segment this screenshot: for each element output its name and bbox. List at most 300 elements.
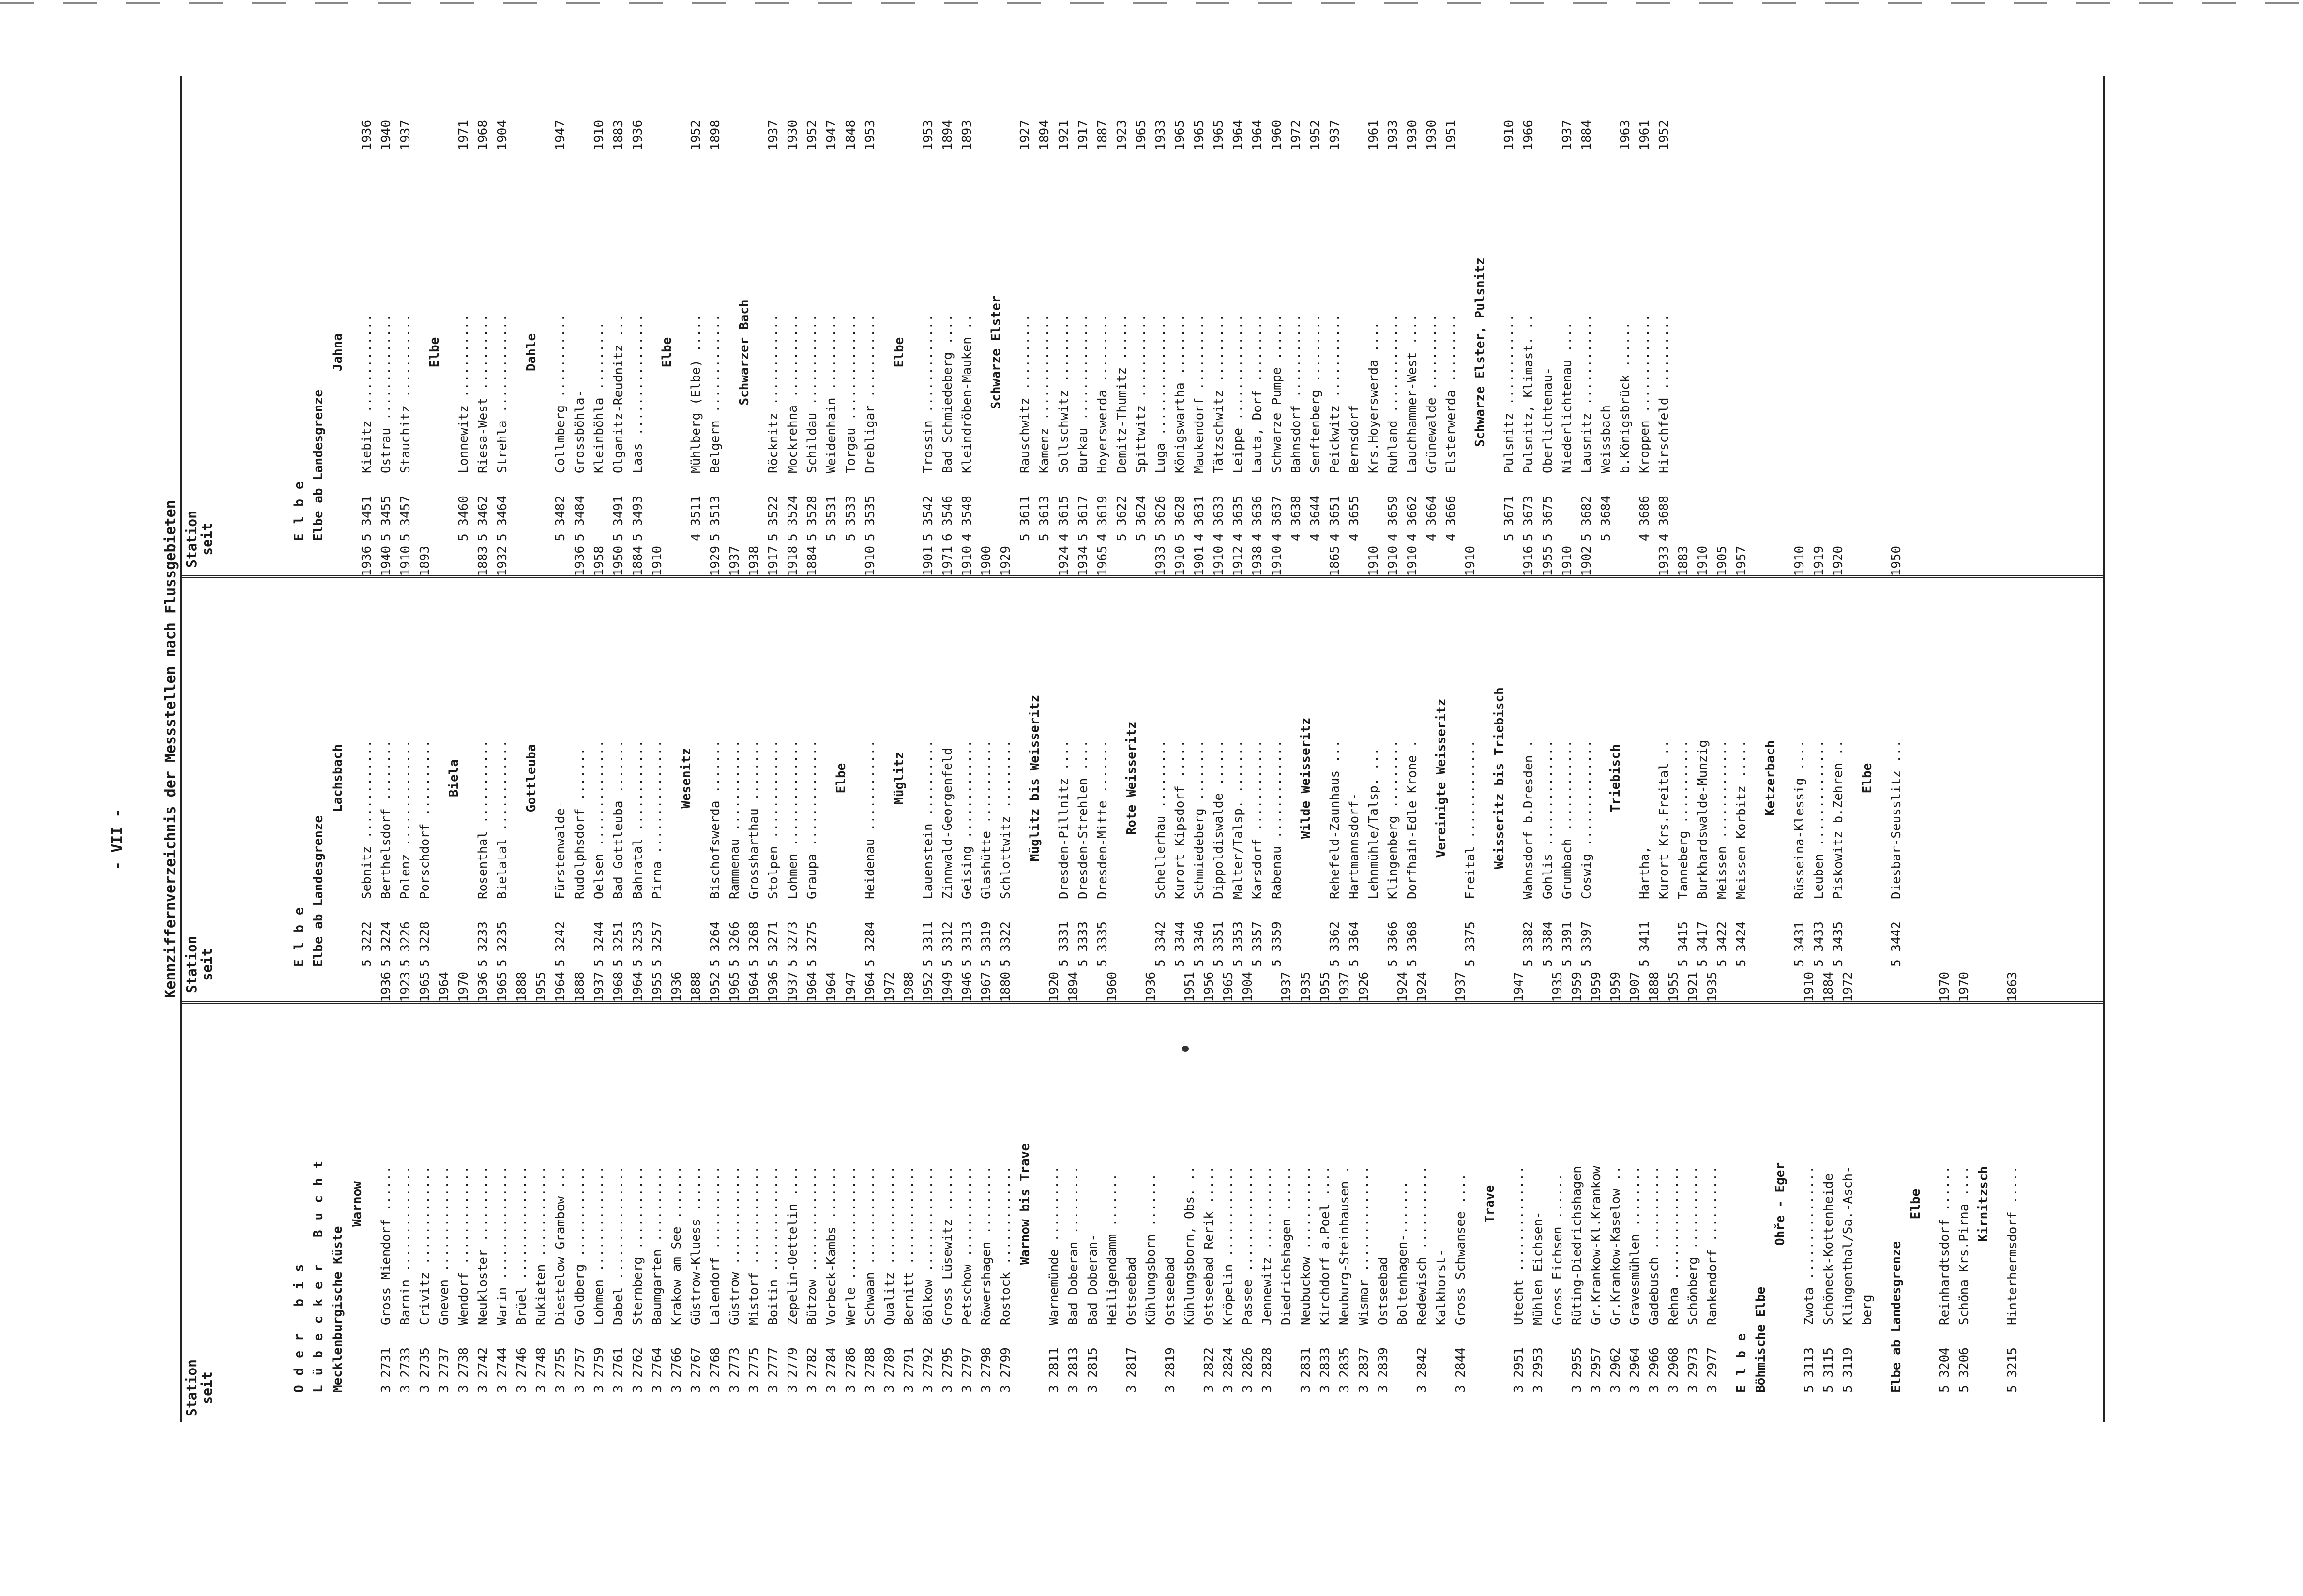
station-year: 1953 bbox=[921, 120, 936, 151]
station-year: 1952 bbox=[689, 120, 703, 151]
section-heading: Ketzerbach bbox=[1763, 740, 1778, 816]
station-row bbox=[1519, 105, 1538, 541]
spacer bbox=[1480, 531, 1490, 967]
station-number: 5 3397 bbox=[1579, 921, 1594, 967]
station-row bbox=[1500, 105, 1519, 541]
station-name: Laas ................ bbox=[631, 314, 645, 473]
station-name: Schwaan ............. bbox=[863, 1166, 878, 1325]
station-name: Lehnmühle/Talsp. ... bbox=[1366, 747, 1381, 899]
station-number: 5 3682 bbox=[1579, 496, 1594, 541]
spacer bbox=[1422, 531, 1432, 967]
station-name: Senftenberg ......... bbox=[1308, 314, 1323, 473]
station-row bbox=[590, 531, 609, 967]
station-number: 5 3375 bbox=[1463, 921, 1478, 967]
station-number: 6 3546 bbox=[940, 496, 955, 541]
station-number: 5 3266 bbox=[727, 921, 742, 967]
station-year: 1888 bbox=[573, 972, 587, 1002]
station-row bbox=[1325, 531, 1345, 967]
station-name: Zepelin-Oettelin .... bbox=[786, 1166, 800, 1325]
station-year: 1936 bbox=[631, 120, 645, 151]
station-year: 1964 bbox=[805, 972, 819, 1002]
station-number: 3 2813 bbox=[1066, 1347, 1081, 1393]
station-number: 3 2792 bbox=[921, 1347, 936, 1393]
station-number: 3 2746 bbox=[515, 1347, 529, 1393]
station-name: Ostseebad bbox=[1376, 1257, 1391, 1325]
station-year: 1960 bbox=[1270, 120, 1284, 151]
station-year: 1923 bbox=[1115, 120, 1129, 151]
station-row bbox=[628, 957, 648, 1393]
station-row bbox=[435, 957, 454, 1393]
station-name: Kröpelin ............ bbox=[1221, 1166, 1236, 1325]
station-year: 1970 bbox=[1938, 972, 1952, 1002]
spacer bbox=[1993, 957, 2003, 1393]
station-number: 4 3664 bbox=[1424, 496, 1439, 541]
station-year: 1970 bbox=[1957, 972, 1971, 1002]
station-row bbox=[977, 957, 996, 1393]
section-heading: Müglitz bbox=[892, 752, 907, 805]
spacer bbox=[648, 105, 657, 541]
station-name: Dorfhain-Edle Krone . bbox=[1405, 740, 1420, 899]
station-row bbox=[1519, 531, 1538, 967]
station-row bbox=[1345, 531, 1364, 967]
station-number: 5 3611 bbox=[1018, 496, 1032, 541]
station-row bbox=[996, 957, 1015, 1393]
station-number: 4 3655 bbox=[1347, 496, 1362, 541]
station-year: 1937 bbox=[1328, 120, 1342, 151]
station-number: 4 3686 bbox=[1637, 496, 1652, 541]
station-number: 4 3666 bbox=[1444, 496, 1458, 541]
station-row bbox=[1625, 957, 1645, 1393]
station-year: 1887 bbox=[1095, 120, 1110, 151]
station-row bbox=[706, 957, 725, 1393]
station-row bbox=[822, 105, 841, 541]
station-row bbox=[899, 957, 919, 1393]
station-row bbox=[415, 957, 435, 1393]
station-row bbox=[1093, 531, 1112, 967]
station-name: Lalendorf ........... bbox=[708, 1166, 723, 1325]
station-name: Schellerhau ......... bbox=[1153, 740, 1168, 899]
station-row bbox=[1258, 957, 1277, 1393]
station-number: 5 3435 bbox=[1831, 921, 1846, 967]
station-row bbox=[1383, 105, 1403, 541]
station-row bbox=[1228, 531, 1248, 967]
station-name: Krakow am See ....... bbox=[669, 1166, 684, 1325]
station-number: 5 3442 bbox=[1889, 921, 1904, 967]
station-row bbox=[764, 957, 783, 1393]
station-row bbox=[957, 105, 977, 541]
station-year: 1952 bbox=[708, 972, 723, 1002]
section-heading: Trave bbox=[1483, 1185, 1497, 1223]
station-year: 1960 bbox=[1105, 972, 1120, 1002]
station-year: 1972 bbox=[1841, 972, 1855, 1002]
station-year: 1959 bbox=[1570, 972, 1584, 1002]
station-number: 4 3659 bbox=[1386, 496, 1400, 541]
station-year: 1923 bbox=[398, 972, 413, 1002]
station-name: Strehla ............. bbox=[495, 314, 510, 473]
station-row bbox=[803, 531, 822, 967]
station-year: 1972 bbox=[1289, 120, 1303, 151]
station-year: 1910 bbox=[1560, 546, 1575, 576]
station-row bbox=[783, 531, 803, 967]
station-year: 1961 bbox=[1637, 120, 1652, 151]
station-row bbox=[1732, 531, 1751, 967]
station-number: 3 2789 bbox=[882, 1347, 897, 1393]
station-row bbox=[1635, 105, 1654, 541]
station-number: 4 3688 bbox=[1657, 496, 1671, 541]
station-row bbox=[1267, 531, 1287, 967]
station-year: 1965 bbox=[495, 972, 510, 1002]
station-year: 1955 bbox=[1318, 972, 1333, 1002]
station-name: Maukendorf .......... bbox=[1192, 314, 1207, 473]
station-year: 1965 bbox=[1221, 972, 1236, 1002]
station-row bbox=[1645, 957, 1664, 1393]
station-name: Riesa-West .......... bbox=[476, 314, 490, 473]
station-column-2 bbox=[289, 531, 1906, 967]
station-year: 1898 bbox=[708, 120, 723, 151]
station-year: 1964 bbox=[437, 972, 452, 1002]
station-name: Burkhardswalde-Munzig bbox=[1696, 740, 1710, 899]
station-number: 3 2824 bbox=[1221, 1347, 1236, 1393]
spacer bbox=[464, 531, 473, 967]
station-row bbox=[415, 531, 435, 967]
station-name: Weissbach bbox=[1599, 405, 1613, 473]
station-number: 3 2828 bbox=[1260, 1347, 1274, 1393]
station-name: Bützow .............. bbox=[805, 1166, 819, 1325]
station-name: Bielatal ............ bbox=[495, 740, 510, 899]
station-name: Dresden-Strehlen .... bbox=[1076, 740, 1091, 899]
spacer bbox=[1925, 957, 1935, 1393]
station-row bbox=[1693, 531, 1712, 967]
station-year: 1971 bbox=[940, 546, 955, 576]
station-row bbox=[1567, 957, 1587, 1393]
station-header: Station seit bbox=[183, 511, 215, 568]
section-heading: Elbe bbox=[427, 337, 442, 368]
station-name: Grossharthau ........ bbox=[747, 740, 761, 899]
station-row bbox=[1587, 957, 1606, 1393]
station-year: 1933 bbox=[1386, 120, 1400, 151]
station-row bbox=[1199, 957, 1219, 1393]
station-name: Bahratal ............ bbox=[631, 740, 645, 899]
spacer bbox=[880, 531, 890, 967]
station-row bbox=[1674, 531, 1693, 967]
station-year: 1965 bbox=[727, 972, 742, 1002]
station-name: Wahnsdorf b.Dresden . bbox=[1521, 740, 1536, 899]
station-name: Spittwitz ........... bbox=[1134, 314, 1149, 473]
station-row bbox=[1325, 105, 1345, 541]
station-number: 3 2798 bbox=[979, 1347, 994, 1393]
station-year: 1917 bbox=[766, 546, 781, 576]
station-number: 3 2762 bbox=[631, 1347, 645, 1393]
station-year: 1910 bbox=[1366, 546, 1381, 576]
station-number: 3 2977 bbox=[1705, 1347, 1720, 1393]
section-heading: Triebisch bbox=[1608, 744, 1623, 813]
station-number: 5 3462 bbox=[476, 496, 490, 541]
station-row bbox=[357, 105, 377, 541]
station-name: Schöna Krs.Pirna .... bbox=[1957, 1166, 1971, 1325]
station-name: Zwota ............... bbox=[1802, 1166, 1817, 1325]
station-year: 1936 bbox=[1144, 972, 1158, 1002]
station-number: 5 3391 bbox=[1560, 921, 1575, 967]
station-number: 5 3115 bbox=[1821, 1347, 1836, 1393]
station-number: 5 3628 bbox=[1173, 496, 1187, 541]
station-row bbox=[1141, 957, 1161, 1393]
spacer bbox=[512, 531, 522, 967]
spacer bbox=[1722, 957, 1732, 1393]
spacer bbox=[444, 105, 454, 541]
section-heading: Ohře - Eger bbox=[1773, 1162, 1788, 1246]
station-number: 5 3522 bbox=[766, 496, 781, 541]
station-number: 5 3224 bbox=[379, 921, 394, 967]
station-number: 5 3673 bbox=[1521, 496, 1536, 541]
station-year: 1934 bbox=[1076, 546, 1091, 576]
station-row bbox=[1170, 105, 1190, 541]
station-number: 3 2782 bbox=[805, 1347, 819, 1393]
station-column-3 bbox=[289, 105, 1674, 541]
section-heading: Elbe bbox=[1734, 1324, 1749, 1393]
station-year: 1918 bbox=[786, 546, 800, 576]
station-year: 1937 bbox=[592, 972, 606, 1002]
station-row bbox=[1606, 957, 1625, 1393]
station-year: 1938 bbox=[1250, 546, 1265, 576]
station-year: 1965 bbox=[1134, 120, 1149, 151]
station-year: 1905 bbox=[1715, 546, 1729, 576]
station-name: Petschow ............ bbox=[960, 1166, 974, 1325]
station-row bbox=[648, 531, 667, 967]
station-year: 1932 bbox=[495, 546, 510, 576]
station-year: 1950 bbox=[611, 546, 626, 576]
station-name: Barnin .............. bbox=[398, 1166, 413, 1325]
station-number: 5 3359 bbox=[1270, 921, 1284, 967]
station-column-1 bbox=[289, 957, 2022, 1393]
section-heading: Biela bbox=[447, 759, 461, 798]
station-number: 5 3268 bbox=[747, 921, 761, 967]
station-year: 1938 bbox=[747, 546, 761, 576]
station-number: 3 2786 bbox=[844, 1347, 858, 1393]
station-year: 1966 bbox=[1521, 120, 1536, 151]
station-name: Ostrau .............. bbox=[379, 314, 394, 473]
section-heading: Elbe ab Landesgrenze bbox=[1889, 1241, 1904, 1393]
station-name: Gravesmühlen ........ bbox=[1628, 1166, 1642, 1325]
station-year: 1936 bbox=[669, 972, 684, 1002]
station-name: Güstrow ............. bbox=[727, 1166, 742, 1325]
station-name: Gross Schwansee .... bbox=[1454, 1173, 1468, 1325]
station-name: Weidenhain .......... bbox=[824, 314, 839, 473]
station-name: Tätzschwitz ......... bbox=[1212, 314, 1226, 473]
station-year: 1965 bbox=[418, 972, 432, 1002]
station-name: Heidenau ............ bbox=[863, 740, 878, 899]
station-name: Boitin .............. bbox=[766, 1166, 781, 1325]
station-name: Bischofswerda ....... bbox=[708, 740, 723, 899]
station-year: 1937 bbox=[727, 546, 742, 576]
spacer bbox=[1035, 957, 1045, 1393]
station-name: Bad Schmiedeberg .... bbox=[940, 314, 955, 473]
spacer bbox=[1509, 531, 1519, 967]
station-year: 1971 bbox=[456, 120, 471, 151]
station-year: 1884 bbox=[1579, 120, 1594, 151]
station-row bbox=[1422, 105, 1441, 541]
station-number: 5 3535 bbox=[863, 496, 878, 541]
spacer bbox=[348, 105, 357, 541]
station-name: Grossböhla- bbox=[573, 390, 587, 473]
station-row bbox=[1790, 531, 1809, 967]
station-name: Porschdorf .......... bbox=[418, 740, 432, 899]
station-number: 5 3455 bbox=[379, 496, 394, 541]
station-row bbox=[1170, 531, 1190, 967]
station-year: 1988 bbox=[902, 972, 916, 1002]
section-heading: Lübecker Bucht bbox=[311, 1151, 326, 1393]
section-heading: Elbe bbox=[660, 337, 674, 368]
station-row bbox=[1383, 531, 1403, 967]
station-number: 3 2811 bbox=[1047, 1347, 1061, 1393]
station-name: Piskowitz b.Zehren .. bbox=[1831, 740, 1846, 899]
station-year: 1863 bbox=[2005, 972, 2020, 1002]
station-year: 1946 bbox=[960, 972, 974, 1002]
station-year: 1952 bbox=[1657, 120, 1671, 151]
spacer bbox=[696, 531, 706, 967]
station-row bbox=[551, 957, 570, 1393]
station-number: 4 3548 bbox=[960, 496, 974, 541]
station-number: 3 2831 bbox=[1299, 1347, 1313, 1393]
station-row bbox=[1577, 105, 1596, 541]
station-year: 1957 bbox=[1734, 546, 1749, 576]
spacer bbox=[1470, 957, 1480, 1393]
station-row bbox=[1093, 105, 1112, 541]
station-year: 1967 bbox=[979, 972, 994, 1002]
station-number: 5 3344 bbox=[1173, 921, 1187, 967]
station-year: 1952 bbox=[805, 120, 819, 151]
spacer bbox=[367, 957, 377, 1393]
station-row bbox=[803, 957, 822, 1393]
station-name: Oelsen .............. bbox=[592, 740, 606, 899]
station-row bbox=[1809, 531, 1829, 967]
station-year: 1910 bbox=[960, 546, 974, 576]
station-number: 5 3226 bbox=[398, 921, 413, 967]
station-name: Niederlichtenau .... bbox=[1560, 321, 1575, 473]
station-year: 1958 bbox=[592, 546, 606, 576]
spacer bbox=[667, 531, 677, 967]
station-year: 1968 bbox=[611, 972, 626, 1002]
station-year: 1930 bbox=[1405, 120, 1420, 151]
section-heading: Müglitz bis Weisseritz bbox=[1028, 694, 1042, 862]
spacer bbox=[1006, 105, 1015, 541]
spacer bbox=[1490, 105, 1500, 541]
station-year: 1959 bbox=[1608, 972, 1623, 1002]
station-number: 3 2837 bbox=[1357, 1347, 1371, 1393]
station-name: Pirna ............... bbox=[650, 740, 665, 899]
station-number: 5 3484 bbox=[573, 496, 587, 541]
station-number: 5 3542 bbox=[921, 496, 936, 541]
station-row bbox=[570, 531, 590, 967]
station-row bbox=[1112, 105, 1132, 541]
station-year: 1955 bbox=[534, 972, 548, 1002]
station-row bbox=[1538, 531, 1558, 967]
station-header: Station seit bbox=[183, 1359, 215, 1417]
station-row bbox=[570, 105, 590, 541]
station-row bbox=[803, 105, 822, 541]
station-row bbox=[686, 957, 706, 1393]
station-row bbox=[880, 957, 899, 1393]
station-number: 5 3364 bbox=[1347, 921, 1362, 967]
station-row bbox=[1209, 105, 1228, 541]
station-number: 3 2775 bbox=[747, 1347, 761, 1393]
station-row bbox=[396, 957, 415, 1393]
station-row bbox=[977, 531, 996, 967]
station-year: 1900 bbox=[979, 546, 994, 576]
station-row bbox=[590, 105, 609, 541]
station-number: 4 3633 bbox=[1212, 496, 1226, 541]
station-name: Rüsseina-Klessig .... bbox=[1792, 740, 1807, 899]
station-name: Gr.Krankow-Kl.Krankow bbox=[1589, 1166, 1604, 1325]
station-row bbox=[841, 957, 861, 1393]
station-year: 1848 bbox=[844, 120, 858, 151]
station-row bbox=[1403, 105, 1422, 541]
station-name: Hoyerswerda ......... bbox=[1095, 314, 1110, 473]
station-name: Gross Lüsewitz ...... bbox=[940, 1166, 955, 1325]
station-number: 5 3284 bbox=[863, 921, 878, 967]
spacer bbox=[677, 105, 686, 541]
section-heading: Elbe bbox=[292, 898, 306, 967]
document-title: Kennziffernverzeichnis der Messstellen nach Flussgebieten bbox=[162, 500, 179, 998]
station-number: 5 3684 bbox=[1599, 496, 1613, 541]
station-year: 1910 bbox=[592, 120, 606, 151]
station-year: 1919 bbox=[1812, 546, 1826, 576]
station-name: Leuben .............. bbox=[1812, 740, 1826, 899]
station-name: Mühlen Eichsen- bbox=[1531, 1211, 1545, 1325]
station-row bbox=[1248, 531, 1267, 967]
station-year: 1894 bbox=[1066, 972, 1081, 1002]
station-number: 5 3528 bbox=[805, 496, 819, 541]
section-heading: Wesenitz bbox=[679, 748, 694, 809]
station-row bbox=[861, 531, 880, 967]
station-number: 4 3615 bbox=[1057, 496, 1071, 541]
station-name: Röcknitz ............ bbox=[766, 314, 781, 473]
station-row bbox=[1393, 957, 1412, 1393]
station-number: 5 3433 bbox=[1812, 921, 1826, 967]
station-year: 1964 bbox=[824, 972, 839, 1002]
station-year: 1956 bbox=[1202, 972, 1216, 1002]
station-row bbox=[1703, 957, 1722, 1393]
station-year: 1937 bbox=[1337, 972, 1352, 1002]
station-number: 3 2766 bbox=[669, 1347, 684, 1393]
station-number: 5 3215 bbox=[2005, 1347, 2020, 1393]
station-name: Kroppen ............. bbox=[1637, 314, 1652, 473]
station-name: Demitz-Thumitz ...... bbox=[1115, 314, 1129, 473]
station-number: 3 2839 bbox=[1376, 1347, 1391, 1393]
station-name: Rehefeld-Zaunhaus ... bbox=[1328, 740, 1342, 899]
station-name: Fürstenwalde- bbox=[553, 800, 568, 899]
station-name: Klingenberg ......... bbox=[1386, 740, 1400, 899]
station-number: 5 3513 bbox=[708, 496, 723, 541]
station-year: 1965 bbox=[1095, 546, 1110, 576]
station-row bbox=[609, 105, 628, 541]
station-row bbox=[1858, 957, 1877, 1393]
station-row bbox=[1287, 105, 1306, 541]
station-name: Torgau .............. bbox=[844, 314, 858, 473]
station-name: Rosenthal ........... bbox=[476, 740, 490, 899]
station-row bbox=[1228, 105, 1248, 541]
station-name: Wismar .............. bbox=[1357, 1166, 1371, 1325]
station-name: Werle ............... bbox=[844, 1166, 858, 1325]
station-name: Dresden-Mitte ....... bbox=[1095, 740, 1110, 899]
station-name: Kamenz .............. bbox=[1037, 314, 1052, 473]
spacer bbox=[1790, 957, 1800, 1393]
station-number: 5 3331 bbox=[1057, 921, 1071, 967]
station-year: 1949 bbox=[940, 972, 955, 1002]
station-year: 1937 bbox=[766, 120, 781, 151]
station-row bbox=[1683, 957, 1703, 1393]
station-name: Sollschwitz ......... bbox=[1057, 314, 1071, 473]
station-row bbox=[1364, 105, 1383, 541]
